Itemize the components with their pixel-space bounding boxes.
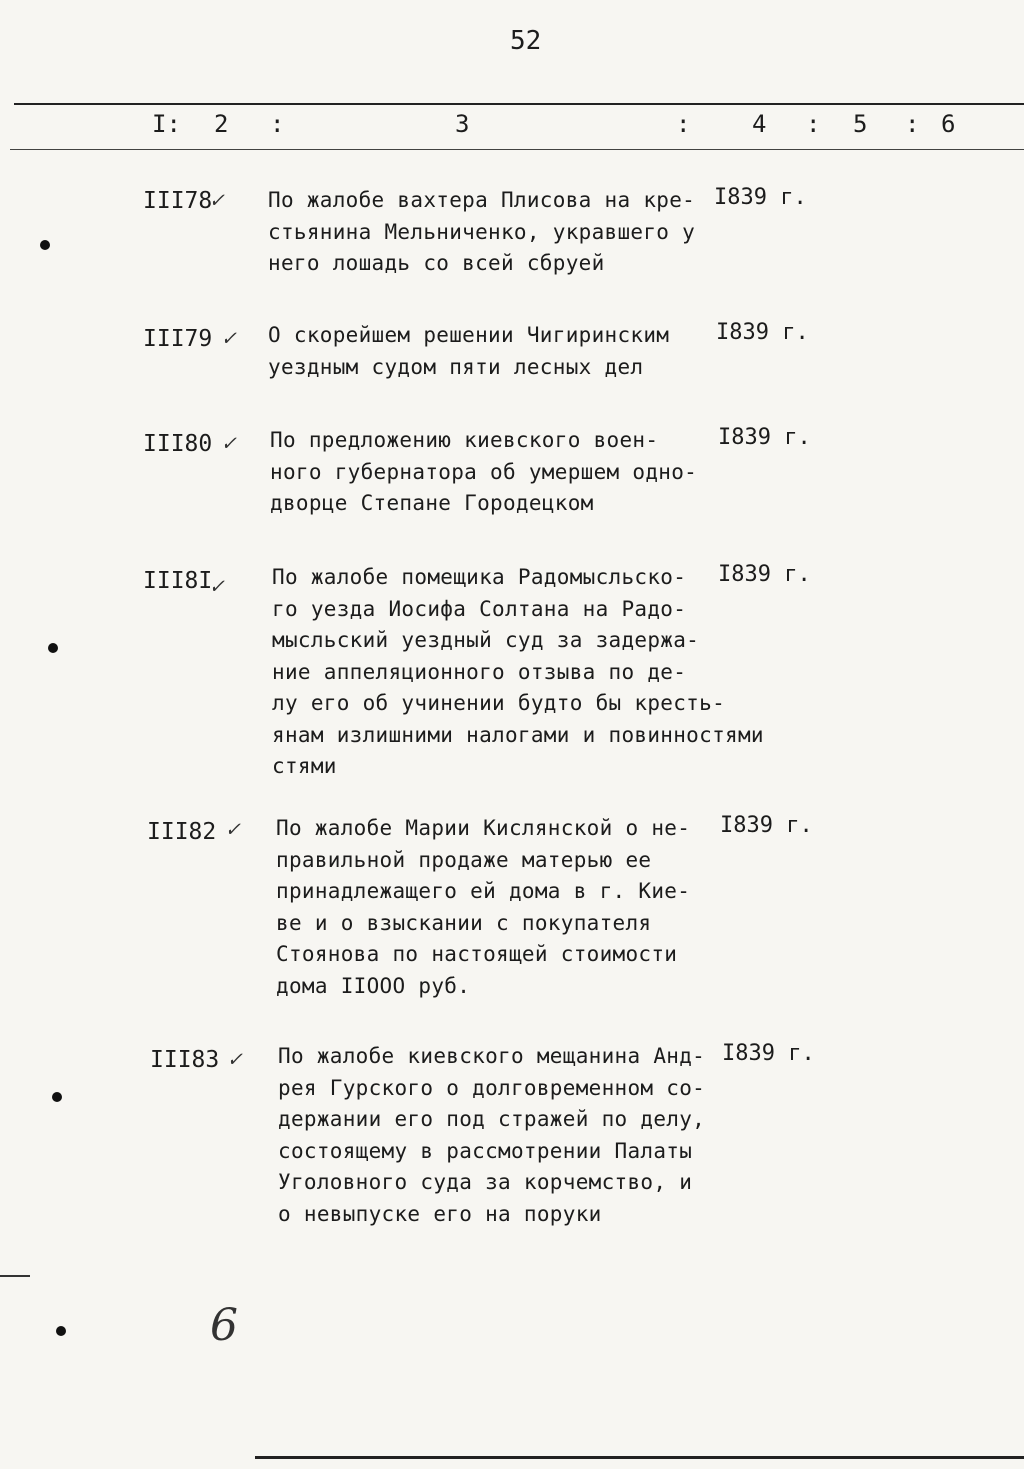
column-1-label: I: [152,110,181,138]
check-mark-icon: ✓ [222,431,236,456]
check-mark-icon: ✓ [222,326,236,351]
column-5-label: 5 [853,110,868,138]
entry-description: По жалобе киевского мещанина Анд- рея Гурского о долговременном со- держании его под стражей по делу, состоящему в рассмотрении Палаты Уголовного суда за корчемство, и о невыпуске его на поруки [278,1044,706,1226]
column-3-label: 3 [455,110,470,138]
column-4-label: 4 [752,110,767,138]
page-number: 52 [510,26,542,56]
punch-hole [48,643,58,653]
entry-number: III79 [143,326,213,352]
check-mark-icon: ✓ [210,188,224,213]
page-bottom-rule [255,1456,1024,1459]
punch-hole [40,240,50,250]
column-separator: : [676,110,691,138]
punch-hole [52,1092,62,1102]
entry-year: I839 г. [716,320,809,345]
entry-year: I839 г. [714,185,807,210]
column-separator: : [806,110,821,138]
entry-description: По жалобе помещика Радомысльско- го уезда Иосифа Солтана на Радо- мысльский уездный суд за задержа- ние аппеляционного отзыва по де- лу его об учинении будто бы кресть- янам излишними налогами и повинностями стями [272,565,764,778]
header-top-rule [14,103,1024,105]
handwritten-note: 6 [210,1300,238,1351]
entry-number: III8I [143,568,213,594]
entry-description: О скорейшем решении Чигиринским уездным судом пяти лесных дел [268,323,670,379]
entry-number: III83 [150,1047,220,1073]
entry-year: I839 г. [720,813,813,838]
check-mark-icon: ✓ [226,817,240,842]
column-2-label: 2 [214,110,229,138]
entry-year: I839 г. [718,425,811,450]
check-mark-icon: ✓ [210,574,224,599]
column-6-label: 6 [941,110,956,138]
punch-hole [56,1326,66,1336]
entry-number: III82 [147,819,217,845]
header-bottom-rule [10,149,1024,150]
check-mark-icon: ✓ [228,1047,242,1072]
entry-year: I839 г. [722,1041,815,1066]
entry-year: I839 г. [718,562,811,587]
entry-number: III80 [143,431,213,457]
entry-description: По жалобе Марии Кислянской о не- правильной продаже матерью ее принадлежащего ей дома в г. Кие- ве и о взыскании с покупателя Стоянова по настоящей стоимости дома IIOOO руб. [276,816,691,998]
entry-number: III78 [143,188,213,214]
entry-description: По жалобе вахтера Плисова на кре- стьянина Мельниченко, укравшего у него лошадь со всей сбруей [268,188,696,275]
entry-description: По предложению киевского воен- ного губернатора об умершем одно- дворце Степане Городецком [270,428,698,515]
column-separator: : [905,110,920,138]
margin-dash [0,1275,30,1277]
column-separator: : [270,110,285,138]
